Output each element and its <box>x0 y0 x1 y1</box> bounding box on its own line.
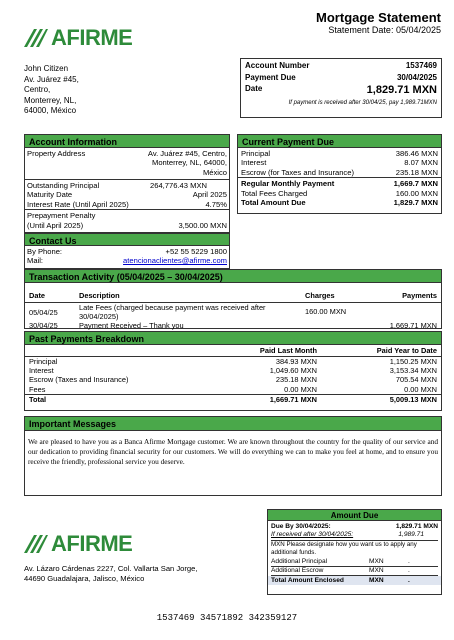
statement-title: Mortgage Statement <box>316 10 441 25</box>
prepay-value: 3,500.00 MXN <box>178 220 227 230</box>
table-row <box>25 385 441 395</box>
customer-address-line: Av. Juárez #45, <box>24 74 79 84</box>
account-info-heading: Account Information <box>25 135 229 148</box>
past-payments-table <box>25 345 441 404</box>
additional-escrow-input[interactable]: . <box>408 567 410 575</box>
footer-brand-name: AFIRME <box>51 531 133 556</box>
bank-address-line: 44690 Guadalajara, Jalisco, México <box>24 574 145 583</box>
current-payment-heading: Current Payment Due <box>238 135 441 148</box>
past-label: Fees <box>29 384 46 394</box>
table-row <box>25 366 441 376</box>
col-payments: Payments <box>402 290 437 300</box>
messages-body: We are pleased to have you as a Banca Afirme Mortgage customer. We are known throughout the country for the quality of our service and our dedication to providing financial security for our customers. We will do everything we can to make you feel at home, and to ensure you receive the friendly, professional service you deserve. <box>28 437 438 466</box>
prepay-until-label: (Until April 2025) <box>27 220 84 230</box>
bank-address-line: Av. Lázaro Cárdenas 2227, Col. Vallarta San Jorge, <box>24 564 198 573</box>
coupon-note: MXN Please designate how you want us to apply any additional funds. <box>271 540 417 557</box>
past-label: Principal <box>29 356 58 366</box>
col-charges: Charges <box>305 290 335 300</box>
total-enclosed-unit: MXN <box>369 577 384 585</box>
past-header-row <box>25 345 441 356</box>
regular-payment-label: Regular Monthly Payment <box>241 179 335 189</box>
coupon-due-amount: 1,829.71 MXN <box>395 523 438 530</box>
txn-payment: 1,669.71 MXN <box>389 321 437 331</box>
additional-escrow-label: Additional Escrow <box>271 567 324 575</box>
total-due-value: 1,829.7 MXN <box>393 198 438 208</box>
afirme-logo-icon <box>24 29 48 47</box>
contact-heading: Contact Us <box>25 233 229 246</box>
total-enclosed-label: Total Amount Enclosed <box>271 577 344 585</box>
payment-due-date: 30/04/2025 <box>396 73 437 82</box>
past-payments-heading: Past Payments Breakdown <box>25 332 441 345</box>
coupon-due-label: Due By 30/04/2025: <box>271 523 331 530</box>
bank-address <box>24 564 198 584</box>
past-ytd: 3,153.34 MXN <box>389 365 437 375</box>
past-ytd: 1,150.25 MXN <box>389 356 437 366</box>
mail-label: Mail: <box>27 256 44 266</box>
interest-value: 8.07 MXN <box>404 158 438 168</box>
coupon-after-label: If received after 30/04/2025: <box>271 531 354 539</box>
transactions-heading: Transaction Activity (05/04/2025 – 30/04/2025) <box>25 270 441 283</box>
late-payment-note: If payment is received after 30/04/25, pay 1,989.71MXN <box>288 99 437 106</box>
col-category <box>25 345 211 356</box>
txn-description: Payment Received – Thank you <box>79 321 184 331</box>
interest-rate-label: Interest Rate (Until April 2025) <box>27 199 129 209</box>
additional-principal-input[interactable]: . <box>408 557 410 565</box>
footer-logo <box>24 530 132 558</box>
principal-value: 386.46 MXN <box>395 149 438 158</box>
maturity-value: April 2025 <box>192 190 227 200</box>
scan-code-line: 1537469 34571892 342359127 <box>156 613 298 623</box>
brand-name: AFIRME <box>51 25 133 50</box>
txn-charge <box>301 321 361 331</box>
col-date: Date <box>29 290 46 300</box>
txn-charge: 160.00 MXN <box>305 307 347 317</box>
account-number: 1537469 <box>405 61 437 70</box>
outstanding-value: 264,776.43 MXN <box>150 181 207 190</box>
phone-label: By Phone: <box>27 247 63 256</box>
transactions-box <box>24 269 442 329</box>
date-label: Date <box>245 84 263 93</box>
phone-number[interactable]: +52 55 5229 1800 <box>165 247 227 256</box>
col-description: Description <box>79 290 120 300</box>
additional-principal-label: Additional Principal <box>271 557 328 565</box>
customer-address-line: 64000, México <box>24 106 77 115</box>
transactions-table <box>25 289 441 331</box>
property-address-line: Av. Juárez #45, Centro, <box>147 149 227 158</box>
messages-box <box>24 416 442 496</box>
transactions-header-row <box>25 289 441 302</box>
total-due-label: Total Amount Due <box>241 198 306 208</box>
escrow-label: Escrow (for Taxes and Insurance) <box>241 167 354 177</box>
past-ytd: 0.00 MXN <box>404 384 437 394</box>
past-label: Total <box>29 395 47 404</box>
col-paid-last-month: Paid Last Month <box>259 345 317 355</box>
customer-address-line: Monterrey, NL, <box>24 95 77 105</box>
contact-box <box>24 233 230 269</box>
property-address <box>148 149 227 179</box>
payment-due-label: Payment Due <box>245 73 296 82</box>
past-label: Interest <box>29 365 54 375</box>
txn-date: 05/04/25 <box>29 308 58 318</box>
past-last: 235.18 MXN <box>275 375 317 385</box>
fees-label: Total Fees Charged <box>241 188 308 198</box>
fees-value: 160.00 MXN <box>395 188 438 198</box>
regular-payment-value: 1,669.7 MXN <box>393 179 438 189</box>
col-paid-ytd: Paid Year to Date <box>376 345 437 355</box>
account-info-box <box>24 134 230 233</box>
past-last: 1,049.60 MXN <box>269 365 317 375</box>
email-link[interactable]: atencionaclientes@afirme.com <box>123 256 227 266</box>
customer-name: John Citizen <box>24 64 69 73</box>
property-address-line: Monterrey, NL, 64000, <box>152 158 227 168</box>
additional-principal-unit: MXN <box>369 557 384 565</box>
coupon-heading: Amount Due <box>268 510 441 521</box>
prepay-label: Prepayment Penalty <box>27 211 96 221</box>
table-row <box>25 356 441 366</box>
table-row <box>25 395 441 405</box>
coupon-due-value <box>396 523 438 531</box>
principal-label: Principal <box>241 149 271 158</box>
past-ytd: 705.54 MXN <box>395 375 437 385</box>
txn-description: Late Fees (charged because payment was received after 30/04/2025) <box>79 302 266 321</box>
header-logo <box>24 24 132 52</box>
table-row <box>25 375 441 385</box>
past-last: 384.93 MXN <box>275 356 317 366</box>
total-enclosed-input[interactable]: . <box>408 577 410 585</box>
customer-address <box>24 64 79 117</box>
table-row <box>25 302 441 321</box>
coupon-after-value: 1,989.71 <box>398 531 424 539</box>
amount-due: 1,829.71 MXN <box>366 84 437 96</box>
property-address-label: Property Address <box>27 149 86 158</box>
past-payments-box <box>24 331 442 411</box>
past-ytd: 5,009.13 MXN <box>389 395 437 404</box>
total-enclosed-row <box>268 576 441 585</box>
past-last: 1,669.71 MXN <box>269 395 317 404</box>
payment-coupon <box>267 509 442 595</box>
txn-payment <box>361 302 441 321</box>
messages-heading: Important Messages <box>25 417 441 431</box>
past-last: 0.00 MXN <box>284 384 317 394</box>
txn-date: 30/04/25 <box>29 321 58 331</box>
account-number-label: Account Number <box>245 61 310 70</box>
interest-label: Interest <box>241 158 267 168</box>
past-label: Escrow (Taxes and Insurance) <box>29 375 129 385</box>
maturity-label: Maturity Date <box>27 190 73 200</box>
summary-box <box>240 58 442 118</box>
outstanding-label: Outstanding Principal <box>27 181 100 190</box>
current-payment-box <box>237 134 442 214</box>
customer-address-line: Centro, <box>24 85 51 94</box>
additional-escrow-unit: MXN <box>369 567 384 575</box>
afirme-logo-icon <box>24 535 48 553</box>
interest-rate-value: 4.75% <box>205 199 227 209</box>
table-row <box>25 321 441 331</box>
escrow-value: 235.18 MXN <box>395 167 438 177</box>
property-address-line: México <box>202 167 227 177</box>
statement-date: Statement Date: 05/04/2025 <box>328 25 441 35</box>
